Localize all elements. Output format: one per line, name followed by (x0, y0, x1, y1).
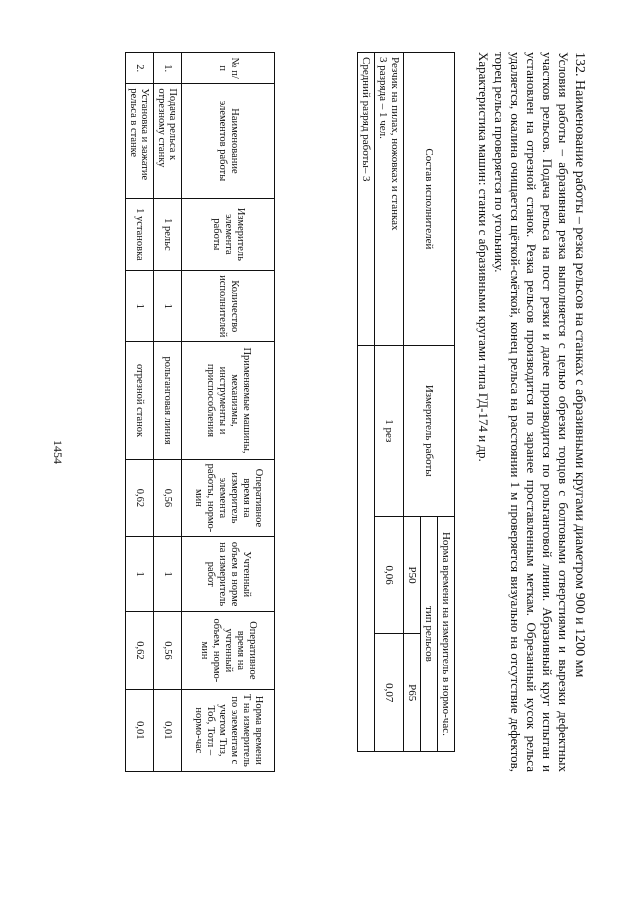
paragraph-conditions: Условия работы – абразивная резка выполняется с целью обрезки торцов с болтовыми отверстиями и вырезки дефектных участков рельсов. Подача рельса на пост резки и далее производится по рольганговой линии. Абразивный круг испытан и установлен на отрезной станок. Резка рельсов производится по заранее проставленным меткам. Обрезанный кусок рельса удаляется, окалина очищается щёткой-смёткой, конец рельса на расстоянии 1 м проверяется визуально на отсутствие дефектов, торец рельса проверяется по угольнику. (492, 52, 571, 772)
row-count: 1 (126, 271, 154, 342)
rotated-page-content (100, 0, 640, 820)
th-element: Наименование элементов работы (182, 84, 275, 198)
row-op-time-recalc: 0,62 (126, 612, 154, 690)
paragraph-machines: Характеристика машин: станки с абразивными кругами типа ГД-174 и др. (476, 52, 491, 462)
avg-grade-cell: Средний разряд работы– 3 (358, 53, 375, 346)
section-heading: 132. Наименование работы – резка рельсов на станках с абразивными кругами диаметром 900 и 1200 мм (572, 52, 587, 678)
row-num: 1. (154, 53, 182, 84)
row-num: 2. (126, 53, 154, 84)
col-norm-header: Норма времени на измеритель в нормо-час. (438, 516, 455, 751)
page-number: 1454 (51, 440, 65, 464)
meter-cell: 1 рез (375, 345, 404, 516)
row-element: Подача рельса к отрезному станку (154, 84, 182, 198)
p50-cell: 0,06 (375, 516, 404, 634)
work-elements-table (125, 52, 275, 772)
row-meter: 1 рельс (154, 198, 182, 271)
avg-grade-empty (358, 345, 375, 751)
th-op-time: Оперативное время на измеритель элемента работы, нормо-мин (182, 459, 275, 537)
table-row (126, 53, 154, 772)
col-meter-header: Измеритель работы (404, 345, 455, 516)
row-machines: отрезной станок (126, 342, 154, 459)
row-meter: 1 установка (126, 198, 154, 271)
p65-cell: 0,07 (375, 634, 404, 752)
row-recalc: 1 (126, 537, 154, 612)
th-recalc: Учтенный объем в норме на измеритель работ (182, 537, 275, 612)
table1-header-row (438, 53, 455, 752)
th-norm-time: Норма времени Т на измеритель по элементам с учетом Тпз, Тоб, Тотл – нормо-час (182, 689, 275, 771)
table1-data-row (375, 53, 404, 752)
staff-line-1: Резчик на пилах, ножовках и станках (389, 57, 401, 231)
row-count: 1 (154, 271, 182, 342)
th-op-time-recalc: Оперативное время на учтенный объем, нормо-мин (182, 612, 275, 690)
table-row (154, 53, 182, 772)
row-norm-time: 0,01 (154, 689, 182, 771)
staff-norm-table (357, 52, 455, 752)
work-conditions (475, 52, 571, 772)
th-machines: Применяемые машины, механизмы, инструменты и приспособления (182, 342, 275, 459)
th-num: № п/п (182, 53, 275, 84)
row-recalc: 1 (154, 537, 182, 612)
table2-header-row (182, 53, 275, 772)
row-op-time: 0,62 (126, 459, 154, 537)
th-count: Количество исполнителей (182, 271, 275, 342)
row-op-time: 0,56 (154, 459, 182, 537)
text-block (475, 52, 588, 772)
staff-cell (375, 53, 404, 346)
row-element: Установка и зажатие рельса в станке (126, 84, 154, 198)
row-norm-time: 0,01 (126, 689, 154, 771)
col-staff-header: Состав исполнителей (404, 53, 455, 346)
table1-avg-row (358, 53, 375, 752)
staff-line-2: 3 разряда – 1 чел. (377, 57, 389, 139)
th-meter: Измеритель элемента работы (182, 198, 275, 271)
rail-type-header: тип рельсов (421, 516, 438, 751)
p65-header: Р65 (404, 634, 421, 752)
row-machines: рольганговая линия (154, 342, 182, 459)
p50-header: Р50 (404, 516, 421, 634)
row-op-time-recalc: 0,56 (154, 612, 182, 690)
